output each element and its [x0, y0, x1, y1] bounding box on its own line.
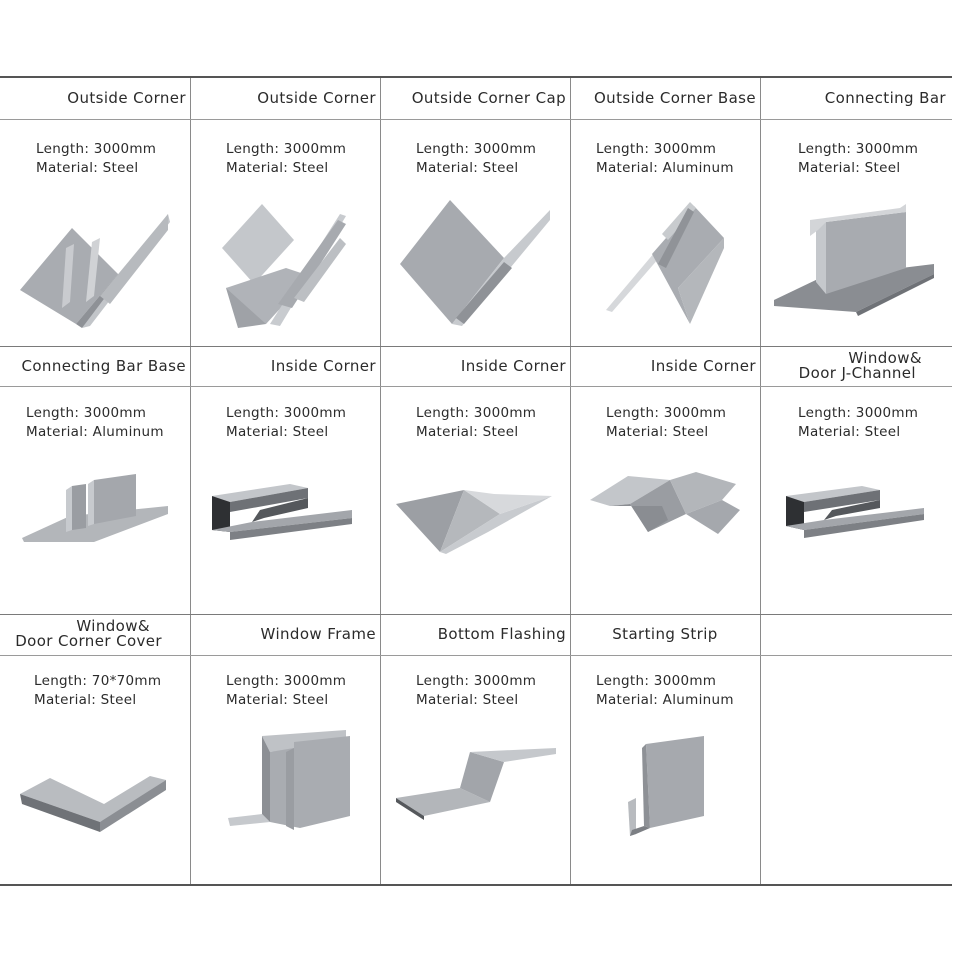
product-material: Material: Steel [226, 692, 329, 708]
product-name: Inside Corner [270, 356, 376, 375]
outside-corner-cap-profile-icon [380, 178, 570, 348]
product-name-line-1: Window& [848, 349, 922, 367]
product-specs [416, 404, 536, 442]
product-name [0, 614, 190, 654]
product-length: Length: 3000mm [36, 141, 157, 157]
product-specs [596, 140, 734, 178]
outside-corner-profile-icon [0, 178, 190, 348]
product-specs [596, 672, 734, 710]
product-material: Material: Steel [416, 692, 519, 708]
product-name-line-2: Door J-Channel [798, 364, 916, 382]
product-specs [606, 404, 726, 442]
product-material: Material: Steel [606, 424, 709, 440]
outside-corner-profile-icon [190, 178, 380, 348]
product-material: Material: Steel [226, 424, 329, 440]
product-specs [798, 140, 918, 178]
product-name: Outside Corner [67, 88, 186, 107]
product-specs [226, 404, 346, 442]
product-length: Length: 3000mm [416, 405, 537, 421]
product-specs [798, 404, 918, 442]
product-length: Length: 3000mm [226, 673, 347, 689]
product-material: Material: Aluminum [596, 160, 734, 176]
connecting-bar-profile-icon [760, 178, 950, 348]
product-material: Material: Steel [36, 160, 139, 176]
starting-strip-profile-icon [570, 722, 760, 892]
product-length: Length: 3000mm [798, 405, 919, 421]
product-specs [416, 140, 536, 178]
product-length: Length: 3000mm [226, 141, 347, 157]
product-specs [34, 672, 161, 710]
product-name: Window Frame [260, 624, 376, 643]
product-material: Material: Steel [416, 160, 519, 176]
product-name-line-1: Window& [76, 617, 150, 635]
inside-corner-profile-icon [570, 454, 760, 624]
product-name: Bottom Flashing [437, 624, 566, 643]
product-length: Length: 3000mm [606, 405, 727, 421]
inside-corner-profile-icon [380, 454, 570, 624]
connecting-bar-base-profile-icon [0, 454, 190, 624]
product-material: Material: Steel [34, 692, 137, 708]
product-specs [226, 672, 346, 710]
product-length: Length: 3000mm [596, 673, 717, 689]
product-name: Connecting Bar Base [21, 356, 186, 375]
product-length: Length: 3000mm [416, 673, 537, 689]
product-material: Material: Aluminum [596, 692, 734, 708]
product-name [760, 346, 950, 386]
inside-corner-profile-icon [190, 454, 380, 624]
product-specs [26, 404, 164, 442]
product-length: Length: 3000mm [798, 141, 919, 157]
product-length: Length: 3000mm [596, 141, 717, 157]
product-specs [36, 140, 156, 178]
product-length: Length: 3000mm [26, 405, 147, 421]
bottom-flashing-profile-icon [380, 722, 570, 892]
corner-cover-profile-icon [0, 722, 190, 892]
product-material: Material: Steel [798, 160, 901, 176]
j-channel-profile-icon [760, 454, 950, 624]
product-length: Length: 70*70mm [34, 673, 162, 689]
product-name: Connecting Bar [824, 88, 946, 107]
window-frame-profile-icon [190, 722, 380, 892]
empty-cell [760, 614, 950, 882]
product-name: Outside Corner Base [593, 88, 756, 107]
product-name-line-2: Door Corner Cover [15, 632, 162, 650]
product-material: Material: Steel [416, 424, 519, 440]
product-material: Material: Aluminum [26, 424, 164, 440]
outside-corner-base-profile-icon [570, 178, 760, 348]
product-name: Inside Corner [460, 356, 566, 375]
product-length: Length: 3000mm [226, 405, 347, 421]
product-specs [416, 672, 536, 710]
product-name: Outside Corner [257, 88, 376, 107]
product-name: Outside Corner Cap [411, 88, 566, 107]
product-length: Length: 3000mm [416, 141, 537, 157]
product-specs [226, 140, 346, 178]
product-material: Material: Steel [226, 160, 329, 176]
product-name: Inside Corner [650, 356, 756, 375]
product-name: Starting Strip [612, 624, 718, 643]
product-spec-table [0, 76, 952, 886]
product-material: Material: Steel [798, 424, 901, 440]
